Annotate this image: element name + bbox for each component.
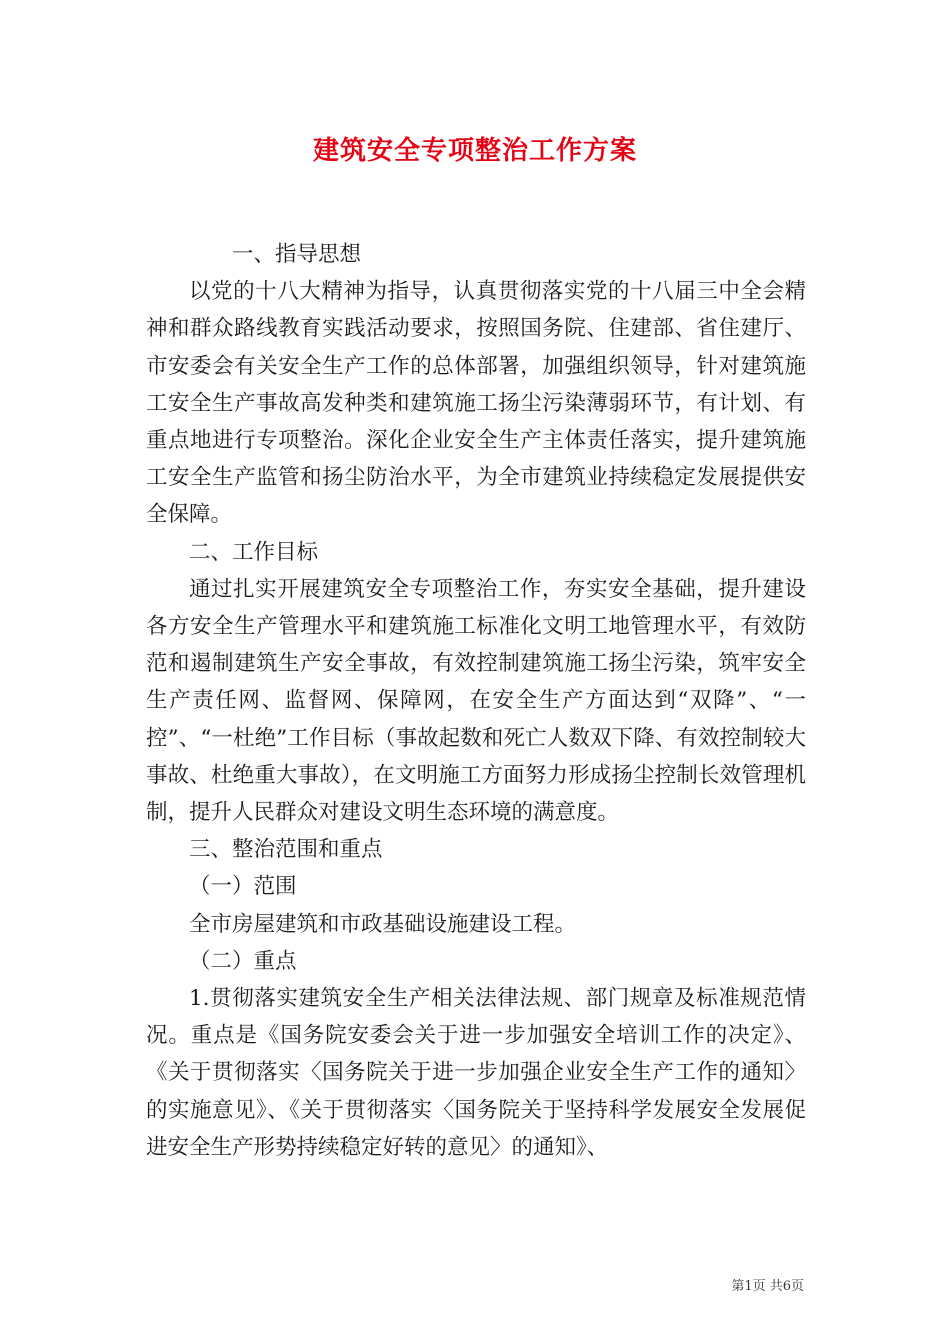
paragraph: 全市房屋建筑和市政基础设施建设工程。 xyxy=(189,911,577,937)
paragraph: 通过扎实开展建筑安全专项整治工作，夯实安全基础，提升建设各方安全生产管理水平和建筑施工标准化文明工地管理水平，有效防范和遏制建筑生产安全事故，有效控制建筑施工扬尘污染，筑牢安全生产责任网、监督网、保障网，在安全生产方面达到“双降”、“一控”、“一杜绝”工作目标（事故起数和死亡人数双下降、有效控制较大事故、杜绝重大事故），在文明施工方面努力形成扬尘控制长效管理机制，提升人民群众对建设文明生态环境的满意度。 xyxy=(146,576,806,826)
subsection-heading: （一）范围 xyxy=(189,874,297,900)
document-body xyxy=(146,236,806,1166)
section-heading: 三、整治范围和重点 xyxy=(189,837,383,863)
section-heading: 一、指导思想 xyxy=(232,242,362,267)
page-number-footer: 第1页 共6页 xyxy=(731,1279,804,1294)
section-heading: 二、工作目标 xyxy=(189,539,319,565)
paragraph: 以党的十八大精神为指导，认真贯彻落实党的十八届三中全会精神和群众路线教育实践活动要求，按照国务院、住建部、省住建厅、市安委会有关安全生产工作的总体部署，加强组织领导，针对建筑施工安全生产事故高发种类和建筑施工扬尘污染薄弱环节，有计划、有重点地进行专项整治。深化企业安全生产主体责任落实，提升建筑施工安全生产监管和扬尘防治水平，为全市建筑业持续稳定发展提供安全保障。 xyxy=(146,279,806,528)
subsection-heading: （二）重点 xyxy=(189,948,297,974)
document-title: 建筑安全专项整治工作方案 xyxy=(312,136,637,166)
paragraph: 1.贯彻落实建筑安全生产相关法律法规、部门规章及标准规范情况。重点是《国务院安委会关于进一步加强安全培训工作的决定》、《关于贯彻落实〈国务院关于进一步加强企业安全生产工作的通知〉的实施意见》、《关于贯彻落实〈国务院关于坚持科学发展安全发展促进安全生产形势持续稳定好转的意见〉的通知》、 xyxy=(146,986,806,1160)
